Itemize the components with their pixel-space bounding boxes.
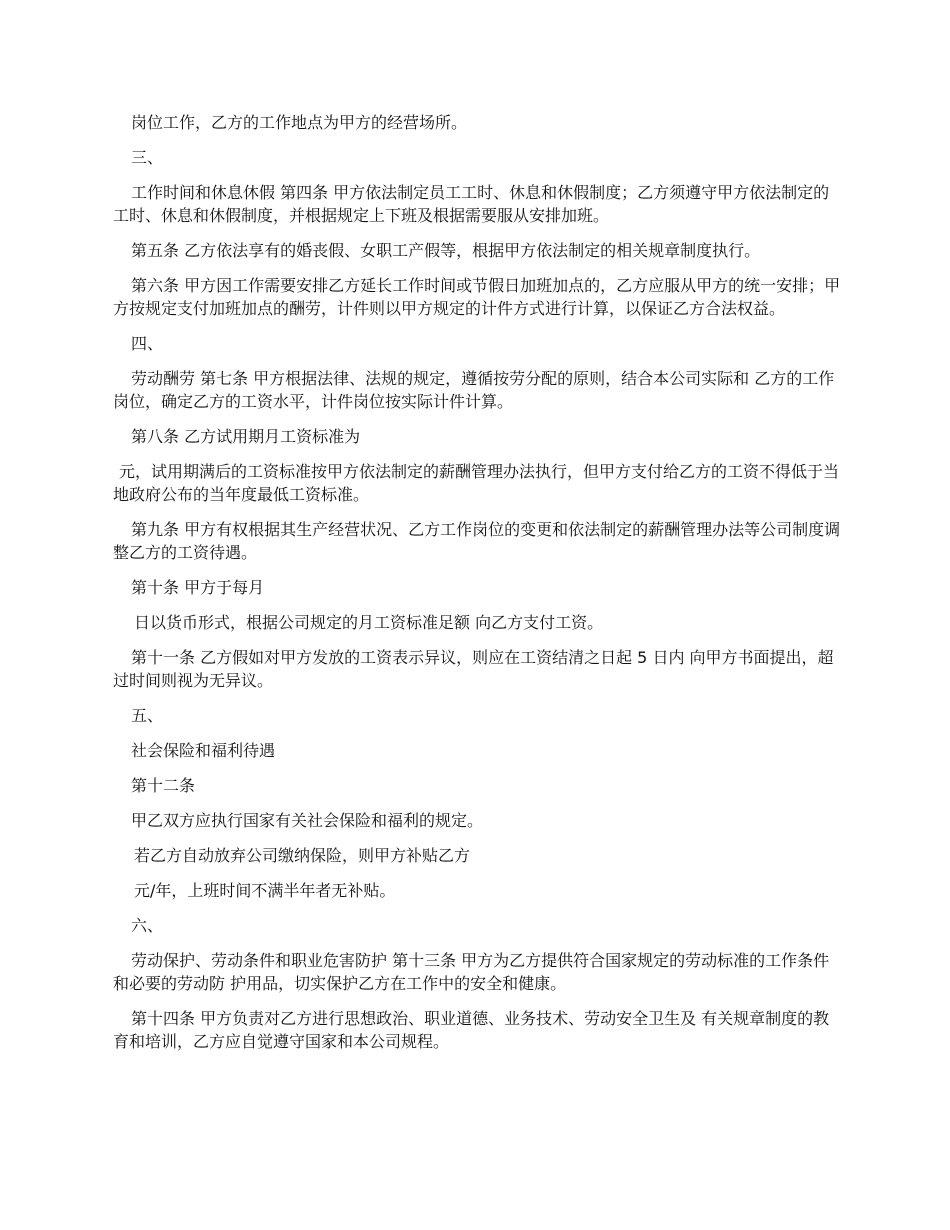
paragraph: 元，试用期满后的工资标准按甲方依法制定的薪酬管理办法执行，但甲方支付给乙方的工资不得低于当地政府公布的当年度最低工资标准。 [113,462,840,504]
paragraph: 第十二条 [131,776,196,795]
section-heading: 三、 [131,148,164,167]
paragraph: 工作时间和休息休假 第四条 甲方依法制定员工工时、休息和休假制度；乙方须遵守甲方依法制定的工时、休息和休假制度，并根据规定上下班及根据需要服从安排加班。 [113,183,830,225]
section-heading: 五、 [131,706,164,725]
paragraph: 社会保险和福利待遇 [131,741,276,760]
paragraph: 日以货币形式，根据公司规定的月工资标准足额 向乙方支付工资。 [134,613,604,632]
paragraph: 第六条 甲方因工作需要安排乙方延长工作时间或节假日加班加点的，乙方应服从甲方的统一安排；甲方按规定支付加班加点的酬劳，计件则以甲方规定的计件方式进行计算，以保证乙方合法权益。 [113,276,841,318]
paragraph: 第九条 甲方有权根据其生产经营状况、乙方工作岗位的变更和依法制定的薪酬管理办法等公司制度调整乙方的工资待遇。 [113,520,841,562]
paragraph: 岗位工作，乙方的工作地点为甲方的经营场所。 [131,113,468,132]
paragraph: 元/年，上班时间不满半年者无补贴。 [134,881,396,900]
section-heading: 四、 [131,334,164,353]
paragraph: 甲乙双方应执行国家有关社会保险和福利的规定。 [131,811,484,830]
paragraph: 劳动保护、劳动条件和职业危害防护 第十三条 甲方为乙方提供符合国家规定的劳动标准的工作条件和必要的劳动防 护用品，切实保护乙方在工作中的安全和健康。 [113,951,830,993]
paragraph: 第八条 乙方试用期月工资标准为 [131,427,361,446]
paragraph: 劳动酬劳 第七条 甲方根据法律、法规的规定，遵循按劳分配的原则，结合本公司实际和 乙方的工作岗位，确定乙方的工资水平，计件岗位按实际计件计算。 [113,369,835,411]
paragraph: 若乙方自动放弃公司缴纳保险，则甲方补贴乙方 [134,846,471,865]
document-page [113,111,843,1065]
section-heading: 六、 [131,916,164,935]
paragraph: 第十一条 乙方假如对甲方发放的工资表示异议，则应在工资结清之日起 5 日内 向甲方书面提出，超过时间则视为无异议。 [113,648,834,690]
paragraph: 第十四条 甲方负责对乙方进行思想政治、职业道德、业务技术、劳动安全卫生及 有关规章制度的教育和培训，乙方应自觉遵守国家和本公司规程。 [113,1009,830,1051]
paragraph: 第十条 甲方于每月 [131,578,265,597]
paragraph: 第五条 乙方依法享有的婚丧假、女职工产假等，根据甲方依法制定的相关规章制度执行。 [131,241,761,260]
